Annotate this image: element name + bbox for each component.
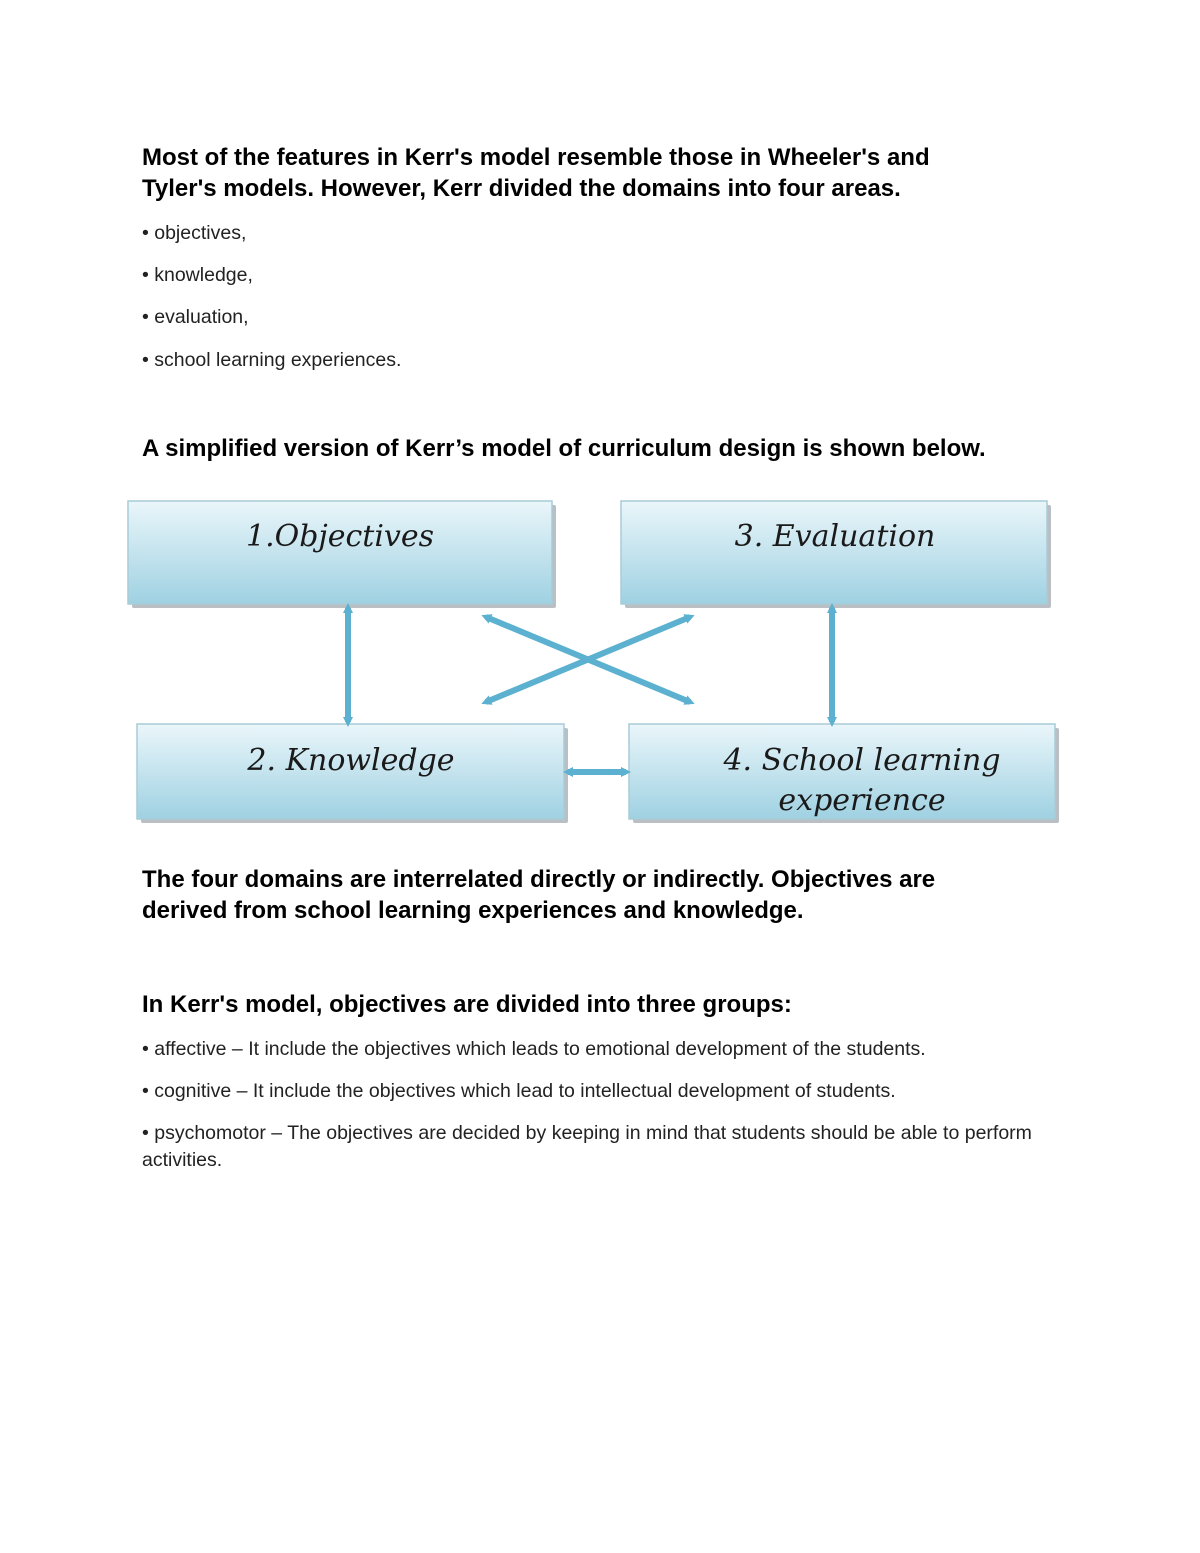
domain-item-knowledge: • knowledge, [142, 264, 253, 286]
objective-group-cognitive: • cognitive – It include the objectives which lead to intellectual development of students. [142, 1080, 896, 1102]
box-school-learning-label-1: 4. School learning [723, 743, 1001, 778]
box-evaluation [621, 501, 1051, 608]
objectives-heading: In Kerr's model, objectives are divided into three groups: [142, 991, 792, 1018]
box-knowledge [137, 724, 568, 823]
box-objectives [128, 501, 556, 608]
interrelation-line-2: derived from school learning experiences and knowledge. [142, 897, 804, 924]
box-objectives-label: 1.Objectives [245, 519, 435, 554]
objective-group-psychomotor: • psychomotor – The objectives are decided by keeping in mind that students should be able to perform activities. [142, 1122, 1032, 1171]
box-school-learning-label-2: experience [778, 783, 946, 818]
box-evaluation-label: 3. Evaluation [734, 519, 936, 554]
objective-group-affective: • affective – It include the objectives which leads to emotional development of the students. [142, 1038, 926, 1060]
domain-item-evaluation: • evaluation, [142, 306, 249, 328]
domain-item-school-learning: • school learning experiences. [142, 349, 402, 371]
interrelation-line-1: The four domains are interrelated directly or indirectly. Objectives are [142, 866, 936, 893]
intro-line-2: Tyler's models. However, Kerr divided the domains into four areas. [142, 175, 901, 202]
box-school-learning [629, 724, 1059, 823]
diagram-heading: A simplified version of Kerr’s model of curriculum design is shown below. [142, 435, 986, 462]
box-knowledge-label: 2. Knowledge [247, 743, 455, 778]
intro-line-1: Most of the features in Kerr's model resemble those in Wheeler's and [142, 144, 930, 171]
domain-item-objectives: • objectives, [142, 222, 247, 244]
